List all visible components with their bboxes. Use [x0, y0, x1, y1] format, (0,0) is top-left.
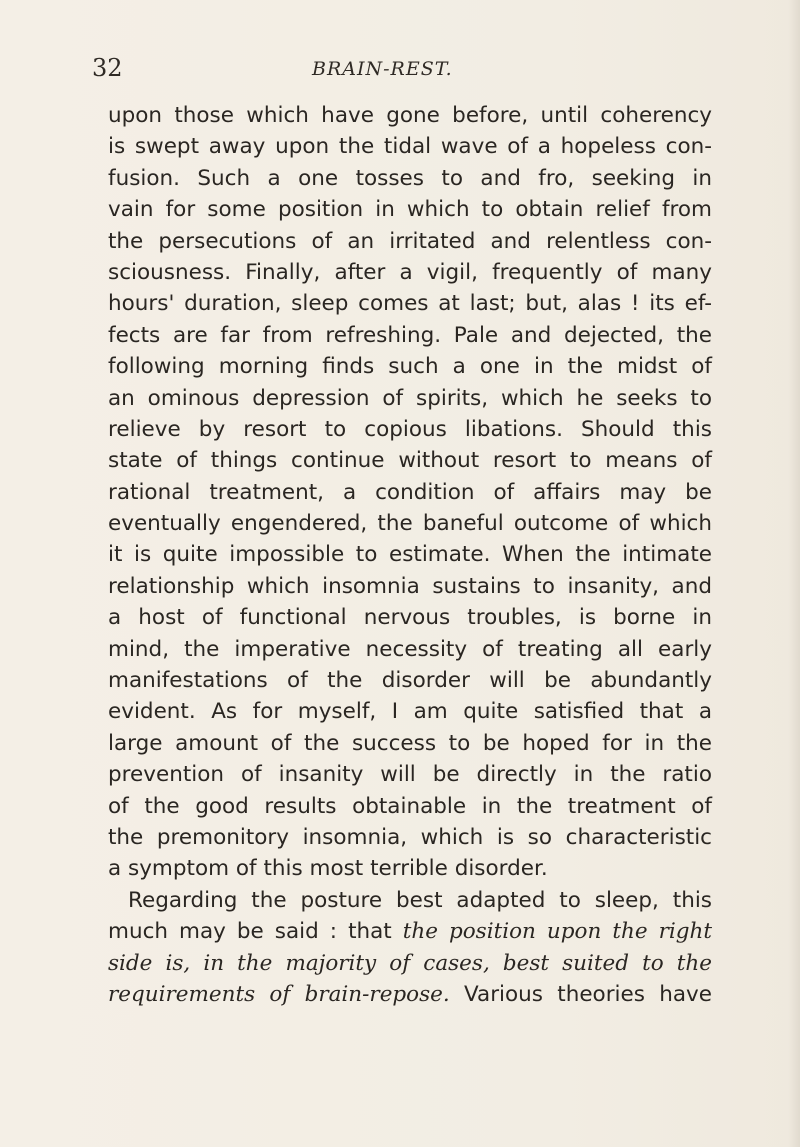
paragraph-2-line-2 [108, 916, 712, 947]
paragraph-2-line-3 [108, 948, 712, 979]
running-head [0, 52, 800, 92]
plain-text: Various theories have [449, 981, 712, 1007]
page-number: 32 [92, 54, 123, 82]
italic-text: requirements of brain-repose. [108, 981, 450, 1007]
italic-text: the position upon the right [402, 919, 712, 945]
text-line: large amount of the success to be hoped for in the [108, 730, 712, 756]
text-line: relationship which insomnia sustains to insanity, and [108, 573, 712, 599]
italic-text: side is, in the majority of cases, best suited to the [108, 950, 712, 976]
text-line: of the good results obtainable in the treatment of [108, 793, 712, 819]
text-line: upon those which have gone before, until coherency [108, 103, 712, 128]
text-line: an ominous depression of spirits, which he seeks to [108, 385, 712, 411]
plain-text: much may be said : that [108, 919, 403, 945]
text-line: fusion. Such a one tosses to and fro, seeking in [108, 165, 712, 191]
running-title: BRAIN-REST. [312, 58, 453, 80]
body-text [108, 100, 712, 1010]
text-line: the persecutions of an irritated and relentless con- [108, 228, 712, 254]
text-line: eventually engendered, the baneful outcome of which [108, 511, 712, 537]
text-line: is swept away upon the tidal wave of a hopeless con- [108, 134, 712, 160]
text-line: vain for some position in which to obtain relief from [108, 197, 712, 223]
text-line: relieve by resort to copious libations. Should this [108, 416, 712, 442]
paragraph-2-line-4 [108, 979, 712, 1010]
text-line: mind, the imperative necessity of treating all early [108, 636, 712, 662]
text-line: the premonitory insomnia, which is so characteristic [108, 824, 712, 850]
text-line: evident. As for myself, I am quite satisfied that a [108, 699, 712, 725]
text-line: fects are far from refreshing. Pale and dejected, the [108, 322, 712, 348]
text-line: a host of functional nervous troubles, is borne in [108, 605, 712, 631]
page-edge-shadow [788, 0, 800, 1147]
text-line: manifestations of the disorder will be abundantly [108, 668, 712, 694]
text-line: state of things continue without resort to means of [108, 448, 712, 474]
text-line: sciousness. Finally, after a vigil, frequently of many [108, 259, 712, 285]
text-line: following morning finds such a one in the midst of [108, 354, 712, 380]
paragraph-2-line-1: Regarding the posture best adapted to sleep, this [128, 887, 712, 913]
text-line: rational treatment, a condition of affairs may be [108, 479, 712, 505]
text-line: hours' duration, sleep comes at last; but, alas ! its ef- [108, 291, 712, 317]
text-line: prevention of insanity will be directly in the ratio [108, 762, 712, 788]
text-line: a symptom of this most terrible disorder. [108, 856, 548, 882]
text-line: it is quite impossible to estimate. When the intimate [108, 542, 712, 568]
